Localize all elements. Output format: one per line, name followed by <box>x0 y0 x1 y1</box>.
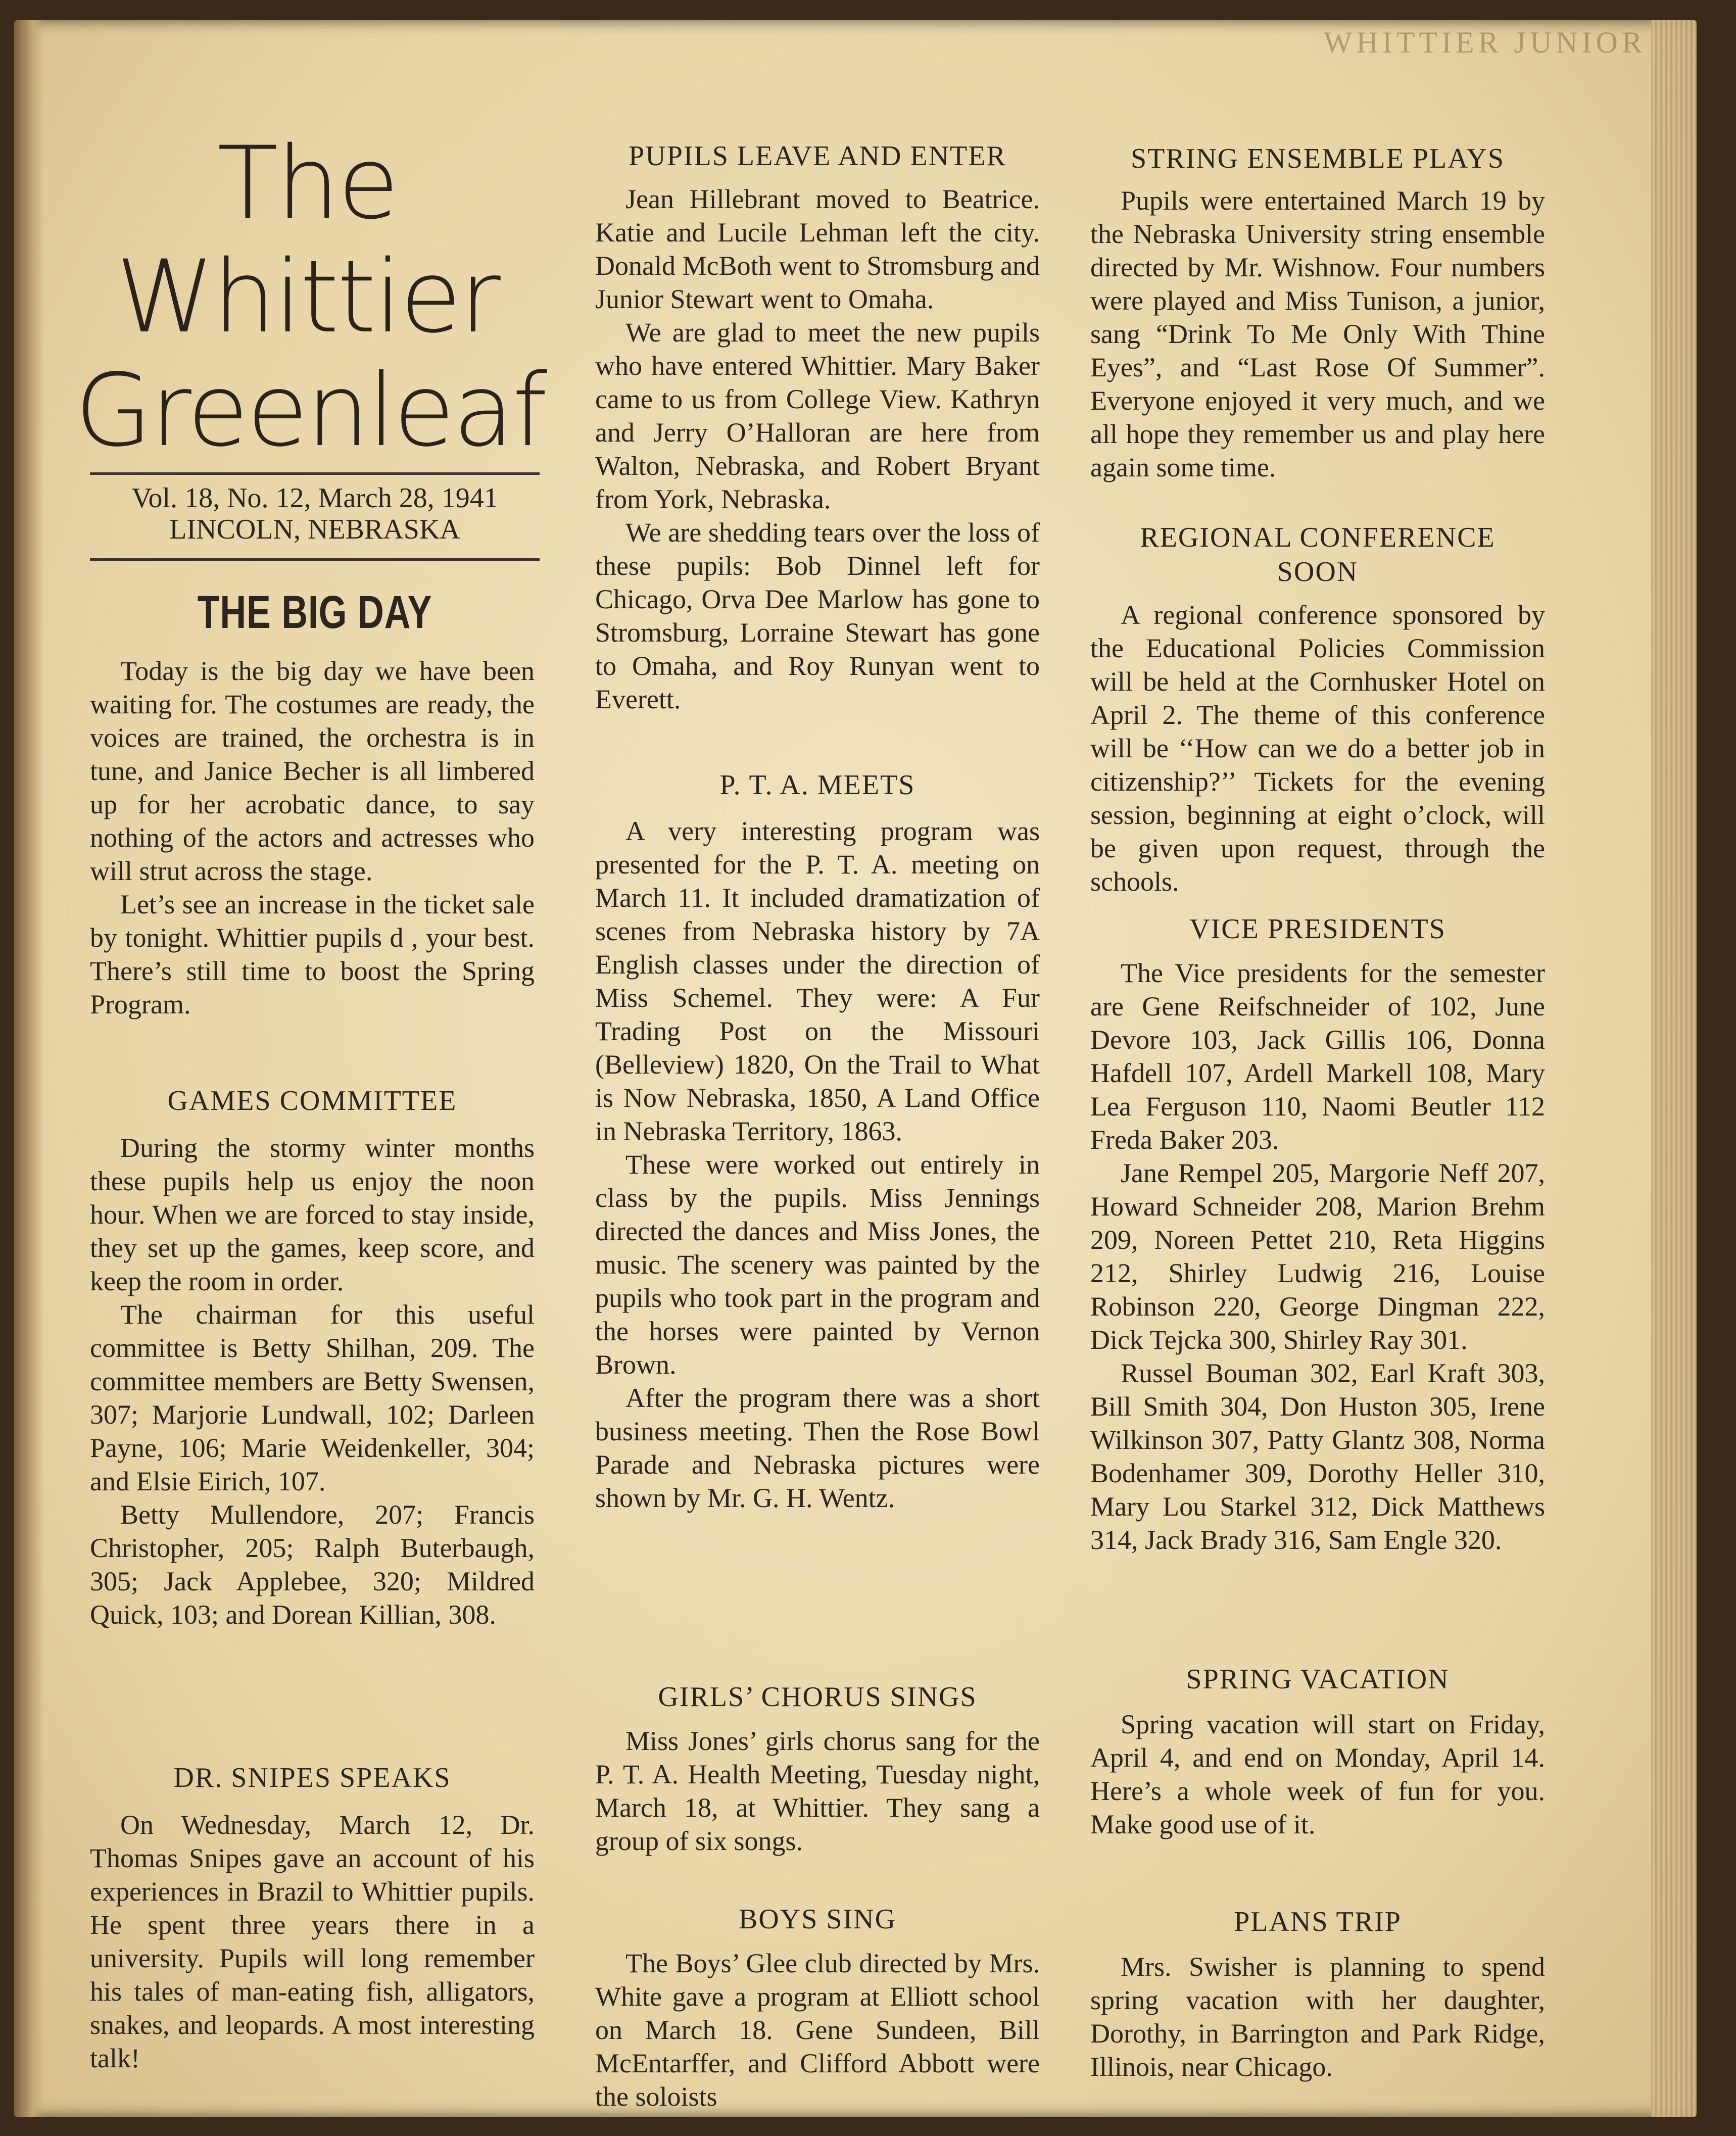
article-vice-presidents <box>1090 912 1545 1557</box>
article-title: VICE PRESIDENTS <box>1189 913 1446 945</box>
running-head: WHITTIER JUNIOR <box>1323 26 1646 56</box>
article-girls-chorus <box>595 1680 1040 1858</box>
article-title: PLANS TRIP <box>1234 1906 1402 1937</box>
paragraph: Spring vacation will start on Friday, April 4, and end on Monday, April 14. Here’s a whole week of fun for you. Make good use of it. <box>1090 1709 1545 1839</box>
paragraph: Betty Mullendore, 207; Francis Christopher, 205; Ralph Buterbaugh, 305; Jack Applebee, 320; Mildred Quick, 103; and Dorean Killian, 308. <box>90 1499 535 1630</box>
paragraph: Mrs. Swisher is planning to spend spring vacation with her daughter, Dorothy, in Barrington and Park Ridge, Illinois, near Chicago. <box>1090 1952 1545 2082</box>
paragraph: A very interesting program was presented for the P. T. A. meeting on March 11. It included dramatization of scenes from Nebraska history by 7A English classes under the direction of Miss Schemel. They were: A Fur Trading Post on the Missouri (Belleview) 1820, On the Trail to What is Now Nebraska, 1850, A Land Office in Nebraska Territory, 1863. <box>595 816 1040 1146</box>
article-plans-trip <box>1090 1905 1545 2083</box>
article-dr-snipes <box>90 1761 535 2075</box>
paragraph: We are glad to meet the new pupils who have entered Whittier. Mary Baker came to us from College View. Kathryn and Jerry O’Halloran are here from Walton, Nebraska, and Robert Bryant from York, Nebraska. <box>595 317 1040 514</box>
paragraph: Let’s see an increase in the ticket sale by tonight. Whittier pupils d , your best. There’s still time to boost the Spring Program. <box>90 889 535 1020</box>
article-title: GIRLS’ CHORUS SINGS <box>658 1681 977 1713</box>
masthead <box>75 125 546 469</box>
article-games-committee <box>90 1084 535 1631</box>
article-pupils-leave-enter <box>595 139 1040 716</box>
article-boys-sing <box>595 1902 1040 2113</box>
paragraph: These were worked out entirely in class by the pupils. Miss Jennings directed the dances and Miss Jones, the music. The scenery was painted by the pupils who took part in the program and the horses were painted by Vernon Brown. <box>595 1149 1040 1380</box>
book-spine-shadow <box>14 20 44 2117</box>
rule <box>90 558 540 561</box>
place-line: LINCOLN, NEBRASKA <box>169 514 460 545</box>
article-big-day <box>90 654 535 1021</box>
paragraph: After the program there was a short business meeting. Then the Rose Bowl Parade and Nebraska pictures were shown by Mr. G. H. Wentz. <box>595 1383 1040 1513</box>
article-regional-conference <box>1090 520 1545 898</box>
volume-line: Vol. 18, No. 12, March 28, 1941 <box>131 482 498 514</box>
paragraph: The Boys’ Glee club directed by Mrs. White gave a program at Elliott school on March 18. Gene Sundeen, Bill McEntarffer, and Clifford Abbott were the soloists <box>595 1948 1040 2112</box>
article-string-ensemble <box>1090 141 1545 484</box>
paragraph: Pupils were entertained March 19 by the Nebraska University string ensemble directed by Mr. Wishnow. Four numbers were played and Miss Tunison, a junior, sang “Drink To Me Only With Thine Eyes”, and “Last Rose Of Summer”. Everyone enjoyed it very much, and we all hope they remember us and play here again some time. <box>1090 185 1545 482</box>
article-title: BOYS SING <box>738 1904 897 1935</box>
issue-info <box>90 482 540 545</box>
article-spring-vacation <box>1090 1662 1545 1841</box>
rule <box>90 472 540 475</box>
article-title: GAMES COMMITTEE <box>167 1085 457 1116</box>
article-title: SOON <box>1277 556 1359 588</box>
masthead-line: The <box>217 125 398 241</box>
paragraph: Today is the big day we have been waiting for. The costumes are ready, the voices are trained, the orchestra is in tune, and Janice Becher is all limbered up for her acrobatic dance, to say nothing of the actors and actresses who will strut across the stage. <box>90 656 535 886</box>
paragraph: Russel Bouman 302, Earl Kraft 303, Bill Smith 304, Don Huston 305, Irene Wilkinson 307, Patty Glantz 308, Norma Bodenhamer 309, Dorothy Heller 310, Mary Lou Starkel 312, Dick Matthews 314, Jack Brady 316, Sam Engle 320. <box>1090 1358 1545 1555</box>
article-title: SPRING VACATION <box>1186 1664 1450 1695</box>
paragraph: Jane Rempel 205, Margorie Neff 207, Howard Schneider 208, Marion Brehm 209, Noreen Pettet 210, Reta Higgins 212, Shirley Ludwig 216, Louise Robinson 220, George Dingman 222, Dick Tejcka 300, Shirley Ray 301. <box>1090 1158 1545 1355</box>
paragraph: On Wednesday, March 12, Dr. Thomas Snipes gave an account of his experiences in Brazil to Whittier pupils. He spent three years there in a university. Pupils will long remember his tales of man-eating fish, alligators, snakes, and leopards. A most interesting talk! <box>90 1810 535 2073</box>
article-title: P. T. A. MEETS <box>719 769 915 801</box>
article-title: PUPILS LEAVE AND ENTER <box>629 140 1006 172</box>
headline-big-day: THE BIG DAY <box>197 587 432 638</box>
masthead-line: Greenleaf <box>75 352 546 469</box>
article-pta-meets <box>595 768 1040 1515</box>
paragraph: A regional conference sponsored by the Educational Policies Commission will be held at the Cornhusker Hotel on April 2. The theme of this conference will be ‘‘How can we do a better job in citizenship?’’ Tickets for the evening session, beginning at eight o’clock, will be given upon request, through the schools. <box>1090 600 1545 897</box>
newspaper-page <box>14 20 1697 2117</box>
paragraph: Miss Jones’ girls chorus sang for the P. T. A. Health Meeting, Tuesday night, March 18, at Whittier. They sang a group of six songs. <box>595 1726 1040 1856</box>
masthead-line: Whittier <box>116 238 499 355</box>
article-title: REGIONAL CONFERENCE <box>1140 522 1496 553</box>
paragraph: During the stormy winter months these pupils help us enjoy the noon hour. When we are forced to stay inside, they set up the games, keep score, and keep the room in order. <box>90 1133 535 1296</box>
article-title: STRING ENSEMBLE PLAYS <box>1130 143 1505 174</box>
article-title: DR. SNIPES SPEAKS <box>173 1762 451 1793</box>
paragraph: Jean Hillebrant moved to Beatrice. Katie and Lucile Lehman left the city. Donald McBoth went to Stromsburg and Junior Stewart went to Omaha. <box>595 184 1040 314</box>
paragraph: The chairman for this useful committee is Betty Shilhan, 209. The committee members are Betty Swensen, 307; Marjorie Lundwall, 102; Darleen Payne, 106; Marie Weidenkeller, 304; and Elsie Eirich, 107. <box>90 1299 535 1496</box>
paragraph: We are shedding tears over the loss of these pupils: Bob Dinnel left for Chicago, Orva Dee Marlow has gone to Stromsburg, Lorraine Stewart has gone to Omaha, and Roy Runyan went to Everett. <box>595 517 1040 714</box>
paragraph: The Vice presidents for the semester are Gene Reifschneider of 102, June Devore 103, Jack Gillis 106, Donna Hafdell 107, Ardell Markell 108, Mary Lea Ferguson 110, Naomi Beutler 112 Freda Baker 203. <box>1090 958 1545 1155</box>
page-edges <box>1651 20 1697 2117</box>
